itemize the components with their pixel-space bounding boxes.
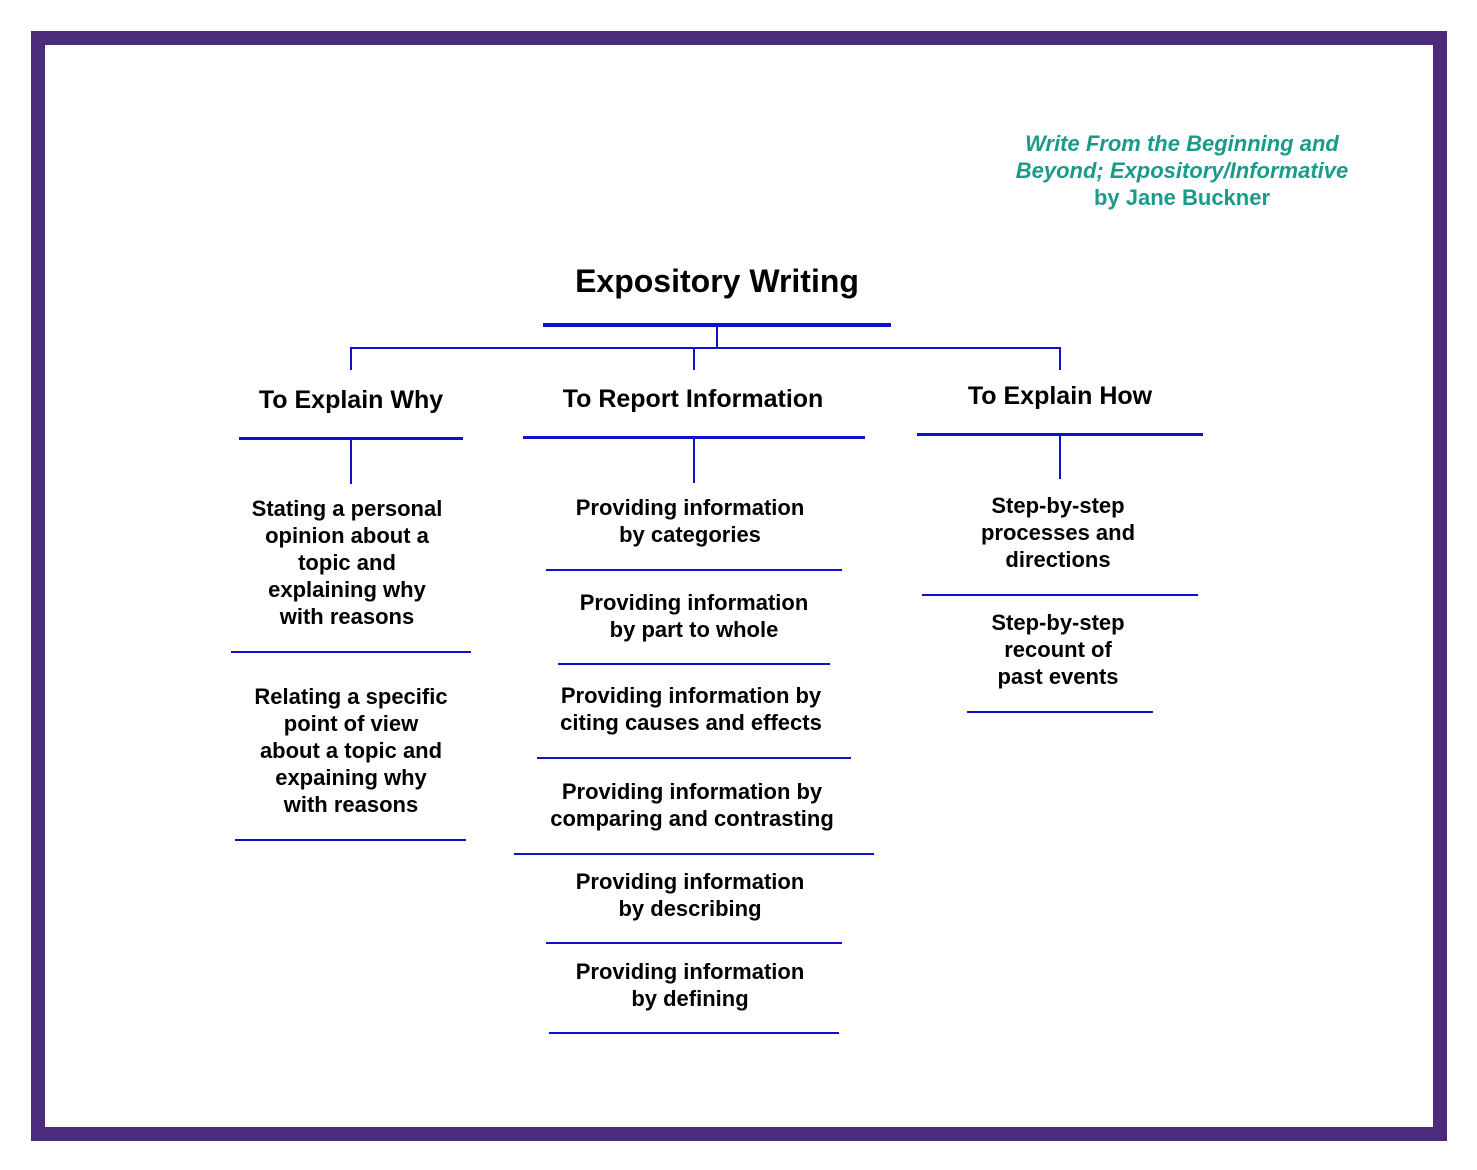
item-report-3 [513,682,869,736]
item-explain-how-2 [936,609,1180,690]
item-underline [537,757,851,759]
item-line: by describing [618,896,762,921]
item-line: past events [997,664,1119,689]
item-line: topic and [298,550,396,575]
item-line: Providing information [575,869,805,894]
title-connector [716,327,718,348]
item-line: citing causes and effects [560,710,822,735]
item-line: Step-by-step [991,493,1125,518]
item-line: by defining [631,986,749,1011]
item-line: Relating a specific [254,684,448,709]
heading-connector-explain-why [350,440,352,484]
item-line: directions [1005,547,1111,572]
item-underline [235,839,466,841]
credit-title-line-2: Beyond; Expository/Informative [1015,158,1349,183]
branch-connector-how [1059,347,1061,370]
item-underline [922,594,1198,596]
item-line: with reasons [279,604,415,629]
item-underline [514,853,874,855]
branch-heading-explain-how: To Explain How [967,382,1153,410]
item-line: about a topic and [259,738,443,763]
item-line: explaining why [268,577,426,602]
item-report-4 [504,778,880,832]
item-line: Step-by-step [991,610,1125,635]
branch-connector-report [693,347,695,370]
item-underline [231,651,471,653]
item-line: Stating a personal [251,496,443,521]
branch-heading-explain-why: To Explain Why [258,386,444,414]
item-underline [558,663,830,665]
branch-connector-why [350,347,352,370]
diagram-title: Expository Writing [575,263,859,299]
item-line: recount of [1004,637,1112,662]
item-line: with reasons [283,792,419,817]
item-report-2 [534,589,854,643]
item-explain-why-2 [216,683,486,818]
item-line: Providing information [575,495,805,520]
item-underline [546,942,842,944]
item-line: opinion about a [265,523,429,548]
item-report-6 [530,958,850,1012]
item-underline [967,711,1153,713]
heading-connector-explain-how [1059,436,1061,479]
item-line: point of view [283,711,419,736]
item-line: Providing information by [561,779,823,804]
item-line: processes and [980,520,1136,545]
heading-connector-report-information [693,439,695,483]
item-report-5 [530,868,850,922]
item-line: Providing information by [560,683,822,708]
item-line: expaining why [275,765,427,790]
item-explain-why-1 [212,495,482,630]
item-line: by part to whole [609,617,779,642]
credit-title-line-1: Write From the Beginning and [1025,131,1339,156]
item-underline [546,569,842,571]
item-underline [549,1032,839,1034]
item-report-1 [530,494,850,548]
credit-author: by Jane Buckner [1093,185,1271,210]
item-line: by categories [619,522,761,547]
item-line: comparing and contrasting [550,806,834,831]
item-line: Providing information [575,959,805,984]
item-line: Providing information [579,590,809,615]
branch-heading-report-information: To Report Information [562,385,824,413]
source-credit [980,130,1384,211]
item-explain-how-1 [936,492,1180,573]
branch-connector-bar [350,347,1061,349]
